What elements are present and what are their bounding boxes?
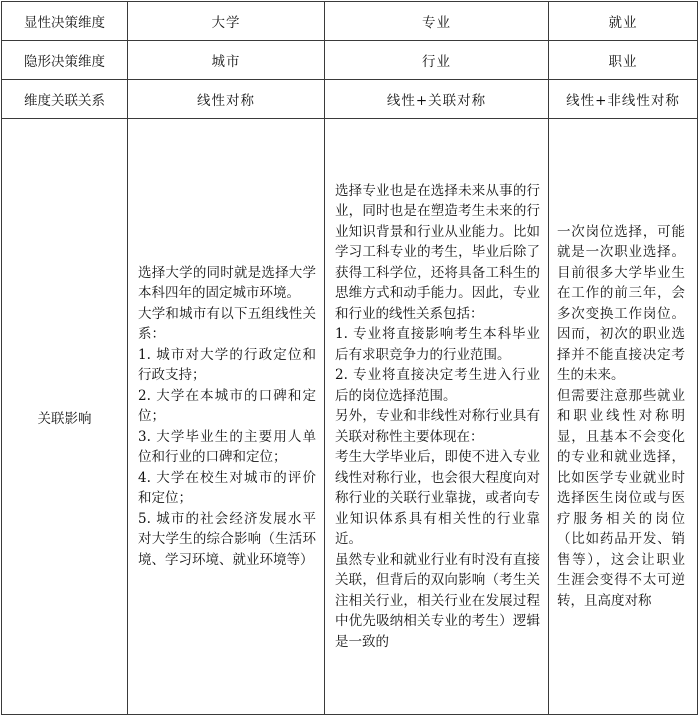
paragraph: 选择专业也是在选择未来从事的行业，同时也是在塑造考生未来的行业知识背景和行业从业能力。比如学习工科专业的考生，毕业后除了获得工科学位，还将具备工科生的思维方式和动手能力。因此，专业和行业的线性关系包括： [335,182,540,322]
implicit-dimension-row [2,41,698,80]
cell-linear-nonlinear-symmetric: 线性+非线性对称 [549,80,698,119]
major-industry-impact [325,119,549,715]
relation-row [2,80,698,119]
cell-industry: 行业 [325,41,549,80]
university-city-impact [128,119,325,715]
paragraph: 另外，专业和非线性对称行业具有关联对称性主要体现在： [335,408,540,445]
decision-dimension-table [1,1,698,715]
cell-city: 城市 [128,41,325,80]
list-item: 2. 专业将直接决定考生进入行业后的岗位选择范围。 [335,367,540,404]
employment-occupation-impact [549,119,698,715]
row-label-relation: 维度关联关系 [2,80,128,119]
cell-major: 专业 [325,2,549,41]
explicit-dimension-row [2,2,698,41]
list-item: 5. 城市的社会经济发展水平对大学生的综合影响（生活环境、学习环境、就业环境等） [138,510,316,568]
paragraph: 但需要注意那些就业和职业线性对称明显，且基本不会变化的专业和就业选择，比如医学专业就业时选择医生岗位或与医疗服务相关的岗位（比如药品开发、销售等），这会让职业生涯会变得不太可逆转，且高度对称 [557,387,685,609]
paragraph: 选择大学的同时就是选择大学本科四年的固定城市环境。 [138,264,316,302]
row-label-implicit: 隐形决策维度 [2,41,128,80]
cell-university: 大学 [128,2,325,41]
cell-linear-symmetric: 线性对称 [128,80,325,119]
paragraph: 大学和城市有以下五组线性关系： [138,305,316,343]
row-label-explicit: 显性决策维度 [2,2,128,41]
list-item: 4. 大学在校生对城市的评价和定位； [138,469,316,507]
cell-occupation: 职业 [549,41,698,80]
cell-employment: 就业 [549,2,698,41]
list-item: 3. 大学毕业生的主要用人单位和行业的口碑和定位； [138,428,316,466]
list-item: 2. 大学在本城市的口碑和定位； [138,387,316,425]
cell-linear-associated-symmetric: 线性+关联对称 [325,80,549,119]
paragraph: 虽然专业和就业行业有时没有直接关联，但背后的双向影响（考生关注相关行业，相关行业在发展过程中优先吸纳相关专业的考生）逻辑是一致的 [335,551,540,650]
row-label-impact: 关联影响 [2,119,128,715]
paragraph: 一次岗位选择，可能就是一次职业选择。目前很多大学毕业生在工作的前三年，会多次变换工作岗位。因而，初次的职业选择并不能直接决定考生的未来。 [557,223,685,384]
list-item: 1. 城市对大学的行政定位和行政支持； [138,346,316,384]
list-item: 1. 专业将直接影响考生本科毕业后有求职竞争力的行业范围。 [335,326,540,363]
paragraph: 考生大学毕业后，即使不进入专业线性对称行业，也会很大程度向对称行业的关联行业靠拢，或者向专业知识体系具有相关性的行业靠近。 [335,449,540,548]
impact-row [2,119,698,715]
